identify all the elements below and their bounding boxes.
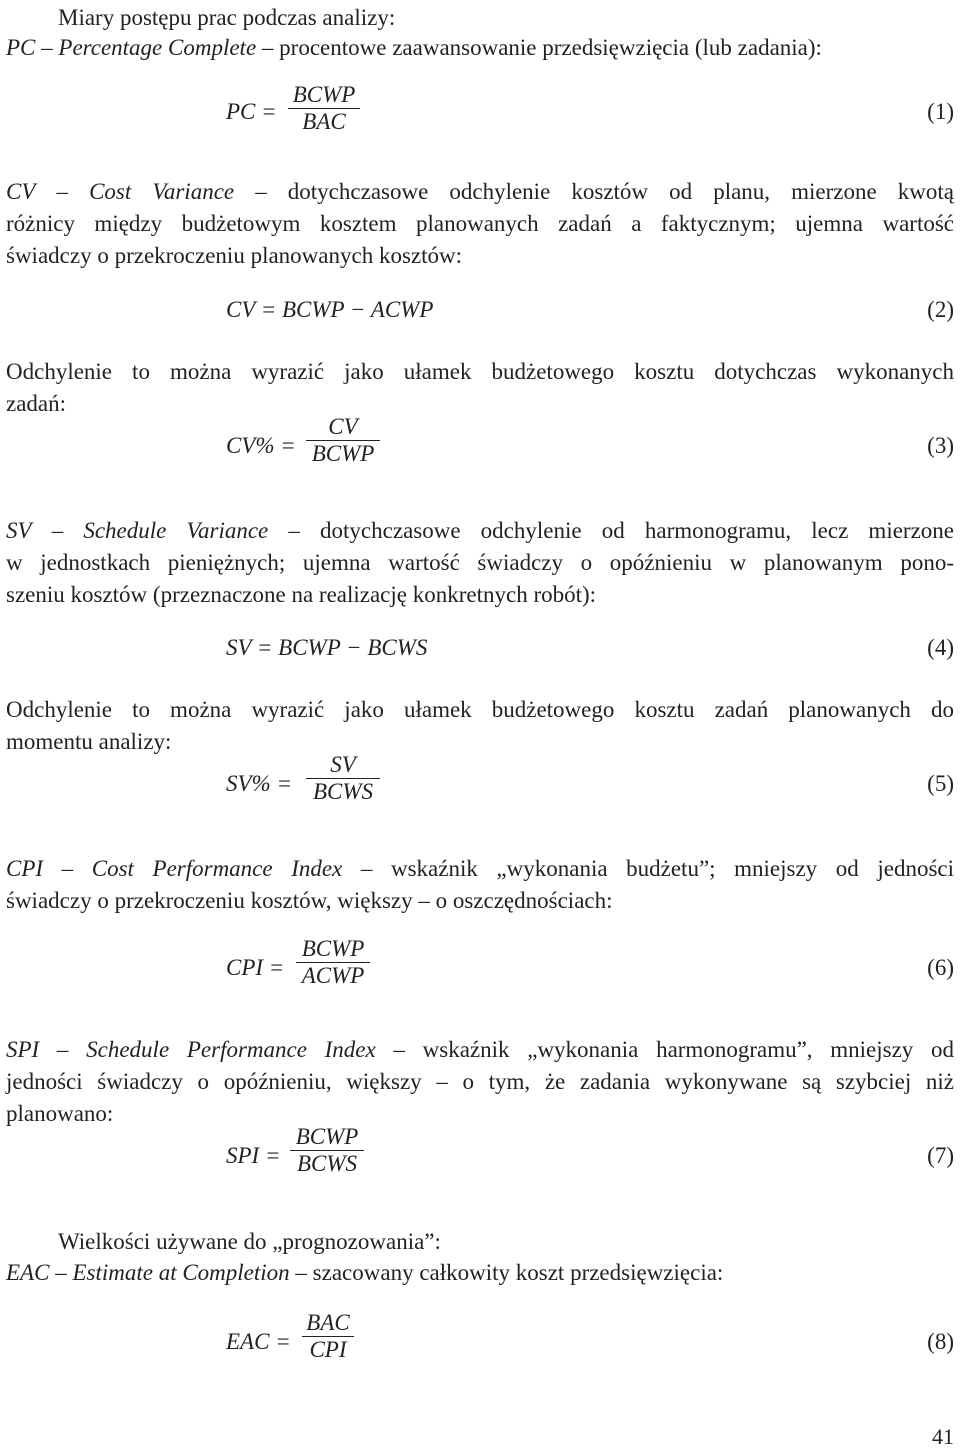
sv-definition-line3: szeniu kosztów (przeznaczone na realizację konkretnych robót): [6, 582, 597, 607]
pc-term: Percentage Complete [58, 35, 257, 60]
eac-definition: EAC – Estimate at Completion – szacowany całkowity koszt przedsięwzięcia: [6, 1260, 724, 1285]
cv-definition-line3: świadczy o przekroczeniu planowanych kosztów: [6, 243, 463, 268]
spi-desc-1: wskaźnik „wykonania harmonogramu”, mniejszy od [422, 1037, 954, 1062]
cvp-definition-line1: Odchylenie to można wyrazić jako ułamek budżetowego kosztu dotychczas wykonanych [6, 359, 954, 384]
svp-definition-line2: momentu analizy: [6, 729, 172, 754]
spi-definition-line1: SPI – Schedule Performance Index – wskaźnik „wykonania harmonogramu”, mniejszy od [6, 1037, 954, 1062]
eq7-numerator: BCWP [295, 1124, 359, 1149]
eq3-fraction [306, 414, 380, 467]
cpi-abbr: CPI [6, 856, 44, 881]
sv-definition-line2: w jednostkach pieniężnych; ujemna wartość świadczy o opóźnieniu w planowanym pono- [6, 550, 954, 575]
eq1-denominator: BAC [302, 109, 346, 134]
eq2-number: (2) [927, 297, 954, 322]
eq5-number: (5) [927, 771, 954, 796]
eq1-number: (1) [927, 99, 954, 124]
eq8-denominator: CPI [309, 1337, 347, 1362]
eq6-denominator: ACWP [301, 963, 365, 988]
eq5-denominator: BCWS [312, 779, 374, 804]
equation-2: CV = BCWP − ACWP [226, 297, 434, 322]
cpi-definition-line1: CPI – Cost Performance Index – wskaźnik „wykonania budżetu”; mniejszy od jedności [6, 856, 955, 881]
eq3-lhs: CV% = [226, 433, 296, 458]
sv-abbr: SV [6, 518, 32, 543]
cv-term: Cost Variance [89, 179, 235, 204]
eq1-lhs: PC = [226, 99, 277, 124]
svp-definition-line1: Odchylenie to można wyrazić jako ułamek budżetowego kosztu zadań planowanych do [6, 697, 954, 722]
pc-definition: PC – Percentage Complete – procentowe zaawansowanie przedsięwzięcia (lub zadania): [6, 35, 822, 60]
eac-desc: szacowany całkowity koszt przedsięwzięcia: [312, 1260, 724, 1285]
eq6-number: (6) [927, 955, 954, 980]
eq8-lhs: EAC = [226, 1329, 291, 1354]
eq7-number: (7) [927, 1143, 954, 1168]
eq1-numerator: BCWP [292, 82, 356, 107]
spi-abbr: SPI [6, 1037, 40, 1062]
cpi-term: Cost Performance Index [91, 856, 343, 881]
eq3-number: (3) [927, 433, 954, 458]
pc-desc: procentowe zaawansowanie przedsięwzięcia (lub zadania): [279, 35, 822, 60]
eq8-fraction [302, 1310, 354, 1363]
eq3-numerator: CV [328, 414, 358, 439]
eq5-fraction [306, 752, 380, 805]
cpi-definition-line2: świadczy o przekroczeniu kosztów, większy – o oszczędnościach: [6, 888, 613, 913]
eq8-number: (8) [927, 1329, 954, 1354]
heading-forecast: Wielkości używane do „prognozowania”: [58, 1229, 441, 1254]
cv-abbr: CV [6, 179, 36, 204]
cv-desc-1: dotychczasowe odchylenie kosztów od planu, mierzone kwotą [287, 179, 955, 204]
eq3-denominator: BCWP [311, 441, 375, 466]
cv-definition-line1: CV – Cost Variance – dotychczasowe odchylenie kosztów od planu, mierzone kwotą [6, 179, 955, 204]
eq7-lhs: SPI = [226, 1143, 281, 1168]
sv-definition-line1: SV – Schedule Variance – dotychczasowe odchylenie od harmonogramu, lecz mierzone [6, 518, 954, 543]
spi-term: Schedule Performance Index [86, 1037, 376, 1062]
spi-definition-line2: jedności świadczy o opóźnieniu, większy – o tym, że zadania wykonywane są szybciej niż [6, 1069, 954, 1094]
equation-4: SV = BCWP − BCWS [226, 635, 428, 660]
cpi-desc-1: wskaźnik „wykonania budżetu”; mniejszy od jedności [390, 856, 955, 881]
eq5-lhs: SV% = [226, 771, 292, 796]
eq5-numerator: SV [330, 752, 356, 777]
eq6-numerator: BCWP [301, 936, 365, 961]
eq7-denominator: BCWS [296, 1151, 358, 1176]
eq6-lhs: CPI = [226, 955, 285, 980]
sv-term: Schedule Variance [83, 518, 269, 543]
eq4-number: (4) [927, 635, 954, 660]
pc-abbr: PC [6, 35, 36, 60]
eq1-fraction [288, 82, 360, 135]
page-number: 41 [932, 1424, 954, 1449]
eq8-numerator: BAC [306, 1310, 350, 1335]
eac-term: Estimate at Completion [72, 1260, 290, 1285]
eac-abbr: EAC [6, 1260, 50, 1285]
eq7-fraction [290, 1124, 364, 1177]
heading-progress: Miary postępu prac podczas analizy: [58, 5, 396, 30]
eq6-fraction [296, 936, 370, 989]
sv-desc-1: dotychczasowe odchylenie od harmonogramu, lecz mierzone [320, 518, 954, 543]
spi-definition-line3: planowano: [6, 1101, 114, 1126]
cvp-definition-line2: zadań: [6, 391, 67, 416]
cv-definition-line2: różnicy między budżetowym kosztem planowanych zadań a faktycznym; ujemna wartość [6, 211, 954, 236]
